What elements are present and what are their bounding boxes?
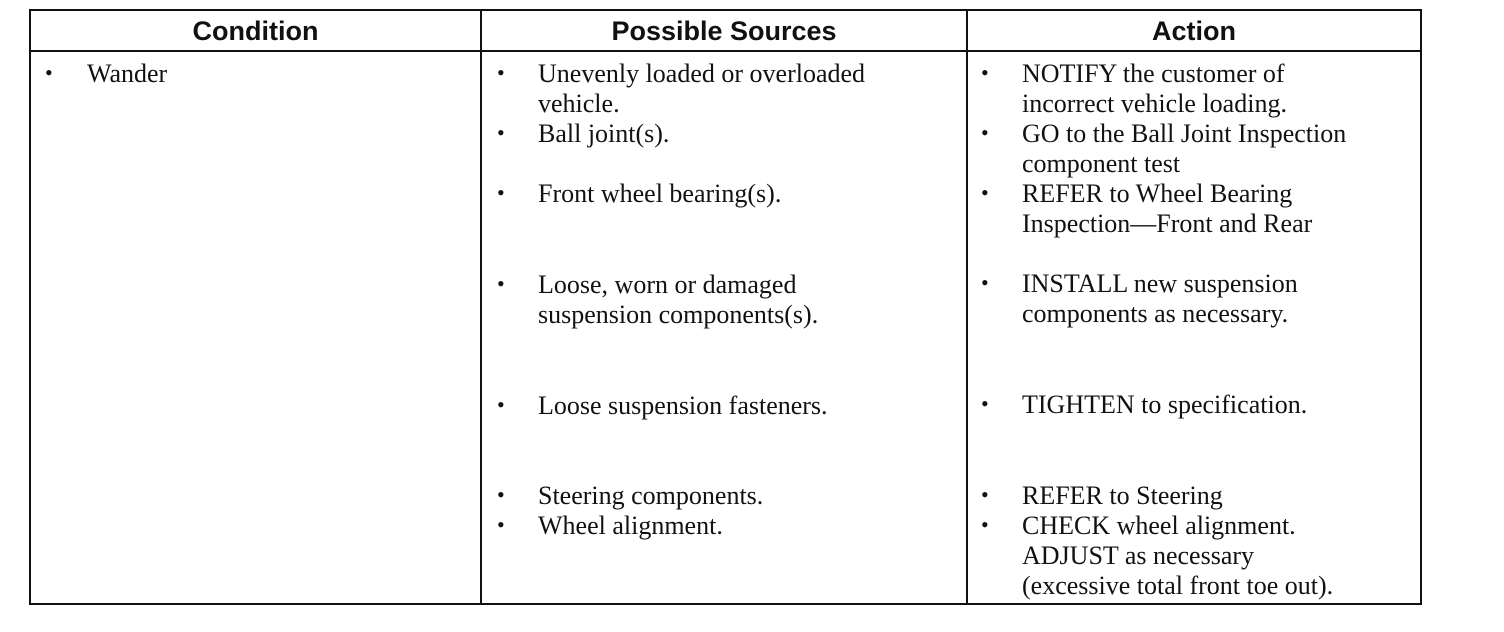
bullet-icon: • [497, 271, 505, 296]
source-item [538, 179, 781, 209]
action-line: Inspection—Front and Rear [1022, 209, 1313, 238]
source-item [538, 391, 828, 421]
action-line: component test [1022, 149, 1181, 178]
source-item [538, 59, 865, 119]
condition-text: Wander [87, 59, 168, 88]
header-action: Action [1152, 16, 1236, 46]
bullet-icon: • [497, 60, 505, 85]
source-line: Loose suspension fasteners. [538, 391, 828, 420]
source-line: Ball joint(s). [538, 119, 670, 148]
bullet-icon: • [981, 391, 989, 416]
bullet-icon: • [981, 60, 989, 85]
column-divider-2 [966, 11, 968, 603]
bullet-icon: • [497, 392, 505, 417]
source-item [538, 511, 723, 541]
source-line: Front wheel bearing(s). [538, 179, 782, 208]
bullet-icon: • [981, 180, 989, 205]
action-item [1022, 179, 1312, 239]
source-line: Unevenly loaded or overloaded [538, 59, 866, 88]
source-line: suspension components(s). [538, 300, 819, 329]
source-item [538, 481, 763, 511]
action-item [1022, 119, 1346, 179]
bullet-icon: • [981, 512, 989, 537]
action-item [1022, 511, 1333, 601]
bullet-icon: • [497, 512, 505, 537]
action-item [1022, 481, 1223, 511]
header-condition: Condition [192, 16, 319, 46]
action-item [1022, 59, 1287, 119]
bullet-icon: • [45, 60, 53, 85]
action-line: INSTALL new suspension [1022, 269, 1298, 298]
source-line: Wheel alignment. [538, 511, 723, 540]
bullet-icon: • [981, 120, 989, 145]
source-line: vehicle. [538, 89, 620, 118]
bullet-icon: • [981, 482, 989, 507]
bullet-icon: • [497, 482, 505, 507]
bullet-icon: • [497, 120, 505, 145]
action-item [1022, 269, 1298, 329]
source-line: Steering components. [538, 481, 764, 510]
action-line: TIGHTEN to specification. [1022, 390, 1308, 419]
action-line: REFER to Wheel Bearing [1022, 179, 1293, 208]
bullet-icon: • [981, 270, 989, 295]
action-line: components as necessary. [1022, 299, 1289, 328]
action-line: NOTIFY the customer of [1022, 59, 1285, 88]
bullet-icon: • [497, 180, 505, 205]
action-line: CHECK wheel alignment. [1022, 511, 1296, 540]
header-possible-sources: Possible Sources [611, 16, 837, 46]
source-line: Loose, worn or damaged [538, 270, 797, 299]
action-line: incorrect vehicle loading. [1022, 89, 1287, 118]
source-item [538, 119, 669, 149]
diagnosis-table [29, 9, 1422, 605]
column-divider-1 [480, 11, 482, 603]
action-line: GO to the Ball Joint Inspection [1022, 119, 1347, 148]
action-line: (excessive total front toe out). [1022, 571, 1334, 600]
action-line: REFER to Steering [1022, 481, 1223, 510]
source-item [538, 270, 818, 330]
action-line: ADJUST as necessary [1022, 541, 1255, 570]
action-item [1022, 390, 1307, 420]
